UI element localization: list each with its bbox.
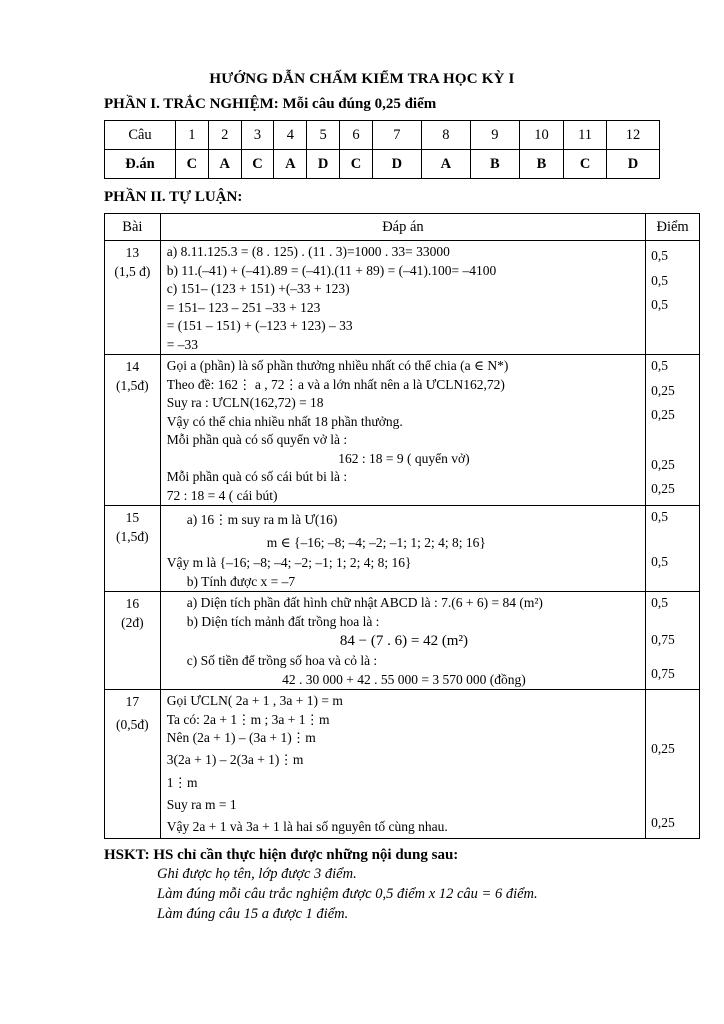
question-cell: 7 — [372, 121, 421, 150]
answer-line: = (151 – 151) + (–123 + 123) – 33 — [166, 318, 353, 333]
answer-cell — [160, 506, 645, 592]
problem-points: (1,5đ) — [116, 529, 149, 544]
answer-line: 84 − (7 . 6) = 42 (m²) — [339, 633, 468, 649]
essay-row-17 — [105, 690, 700, 839]
answer-line: Suy ra m = 1 — [166, 796, 237, 812]
score: 0,75 — [651, 631, 675, 647]
answer-row — [105, 150, 660, 179]
problem-number: 17 — [125, 694, 140, 709]
problem-number: 14 — [125, 359, 140, 374]
answer-cell: C — [564, 150, 607, 179]
score-cell — [646, 690, 700, 839]
essay-row-14 — [105, 355, 700, 506]
multiple-choice-table — [104, 120, 660, 179]
answer-cell: C — [340, 150, 373, 179]
answer-line: Vậy có thể chia nhiều nhất 18 phần thưởng. — [166, 413, 403, 429]
answer-cell: B — [470, 150, 519, 179]
essay-row-13 — [105, 241, 700, 355]
score: 0,25 — [651, 741, 675, 756]
problem-number-cell — [105, 592, 161, 690]
answer-cell — [160, 690, 645, 839]
answer-cell — [160, 592, 645, 690]
essay-row-15 — [105, 506, 700, 592]
answer-line: 42 . 30 000 + 42 . 55 000 = 3 570 000 (đồng) — [282, 671, 526, 687]
answer-line: b) Tính được x = –7 — [186, 573, 296, 589]
page-title: HƯỚNG DẪN CHẤM KIỂM TRA HỌC KỲ I — [209, 71, 515, 87]
problem-points: (1,5đ) — [116, 378, 149, 393]
answer-line: Mỗi phần quà có số quyển vở là : — [166, 432, 348, 447]
question-cell: 5 — [307, 121, 340, 150]
question-cell: 9 — [470, 121, 519, 150]
essay-row-16 — [105, 592, 700, 690]
score-cell — [646, 241, 700, 355]
answer-line: a) Diện tích phần đất hình chữ nhật ABCD là : 7.(6 + 6) = 84 (m²) — [186, 595, 543, 610]
answer-line: m ∈ {–16; –8; –4; –2; –1; 1; 2; 4; 8; 16} — [266, 535, 486, 550]
row-label-question: Câu — [105, 121, 176, 150]
problem-number: 15 — [125, 510, 140, 525]
score: 0,5 — [651, 553, 669, 569]
score: 0,5 — [651, 358, 669, 373]
essay-header-row — [105, 214, 700, 241]
answer-line: Gọi a (phần) là số phần thưởng nhiều nhất có thể chia (a ∈ N*) — [166, 358, 509, 373]
question-cell: 3 — [241, 121, 274, 150]
answer-cell — [160, 241, 645, 355]
problem-number-cell — [105, 506, 161, 592]
answer-cell: D — [607, 150, 660, 179]
score: 0,5 — [651, 272, 669, 288]
score-cell — [646, 592, 700, 690]
problem-points: (2đ) — [121, 615, 144, 630]
answer-line: Ta có: 2a + 1⋮m ; 3a + 1⋮m — [166, 711, 330, 727]
hskt-item: Làm đúng mỗi câu trắc nghiệm được 0,5 điểm x 12 câu = 6 điểm. — [157, 886, 538, 902]
question-row — [105, 121, 660, 150]
score: 0,25 — [651, 382, 675, 398]
hskt-heading: HSKT: HS chỉ cần thực hiện được những nội dung sau: — [104, 847, 459, 863]
question-cell: 10 — [519, 121, 563, 150]
score: 0,5 — [651, 297, 669, 312]
answer-line: b) Diện tích mảnh đất trồng hoa là : — [186, 613, 380, 629]
answer-line: Mỗi phần quà có số cái bút bi là : — [166, 469, 348, 484]
question-cell: 6 — [340, 121, 373, 150]
answer-cell: C — [176, 150, 209, 179]
question-cell: 1 — [176, 121, 209, 150]
score: 0,5 — [651, 248, 669, 263]
problem-points: (1,5 đ) — [114, 264, 151, 279]
problem-number-cell — [105, 241, 161, 355]
score: 0,25 — [651, 456, 675, 472]
answer-line: b) 11.(–41) + (–41).89 = (–41).(11 + 89) = (–41).100= –4100 — [166, 262, 497, 278]
answer-line: Theo đề: 162⋮ a , 72⋮a và a lớn nhất nên a là ƯCLN162,72) — [166, 376, 505, 392]
answer-line: 1⋮m — [166, 774, 198, 790]
answer-line: 162 : 18 = 9 ( quyển vở) — [338, 450, 470, 466]
answer-line: = 151– 123 – 251 –33 + 123 — [166, 299, 321, 315]
question-cell: 4 — [274, 121, 307, 150]
part1-heading: PHẦN I. TRẮC NGHIỆM: Mỗi câu đúng 0,25 điểm — [104, 96, 437, 112]
answer-line: = –33 — [166, 336, 198, 352]
answer-cell: D — [307, 150, 340, 179]
problem-number-cell — [105, 690, 161, 839]
question-cell: 8 — [421, 121, 470, 150]
problem-number: 16 — [125, 596, 140, 611]
answer-cell: A — [208, 150, 241, 179]
score: 0,25 — [651, 407, 675, 422]
score-cell — [646, 506, 700, 592]
answer-cell: A — [421, 150, 470, 179]
problem-points: (0,5đ) — [116, 717, 149, 732]
hskt-section — [104, 847, 458, 864]
answer-line: a) 8.11.125.3 = (8 . 125) . (11 . 3)=1000 . 33= 33000 — [166, 244, 450, 259]
answer-line: 72 : 18 = 4 ( cái bút) — [166, 487, 278, 503]
question-cell: 11 — [564, 121, 607, 150]
score: 0,5 — [651, 595, 669, 610]
answer-line: Vậy m là {–16; –8; –4; –2; –1; 1; 2; 4; 8; 16} — [166, 555, 412, 570]
answer-line: Gọi ƯCLN( 2a + 1 , 3a + 1) = m — [166, 693, 343, 708]
header-bai: Bài — [105, 214, 161, 241]
row-label-answer: Đ.án — [105, 150, 176, 179]
answer-line: Suy ra : ƯCLN(162,72) = 18 — [166, 395, 324, 410]
hskt-item: Ghi được họ tên, lớp được 3 điểm. — [157, 866, 357, 882]
answer-cell: D — [372, 150, 421, 179]
header-diem: Điểm — [646, 214, 700, 241]
answer-line: Vậy 2a + 1 và 3a + 1 là hai số nguyên tố cùng nhau. — [166, 818, 448, 834]
header-dapan: Đáp án — [160, 214, 645, 241]
answer-line: c) Số tiền để trồng số hoa và cỏ là : — [186, 653, 378, 668]
problem-number: 13 — [125, 245, 140, 260]
essay-table — [104, 213, 700, 839]
answer-line: 3(2a + 1) – 2(3a + 1)⋮m — [166, 751, 304, 767]
problem-number-cell — [105, 355, 161, 506]
answer-cell: C — [241, 150, 274, 179]
score: 0,75 — [651, 666, 675, 681]
question-cell: 12 — [607, 121, 660, 150]
score: 0,25 — [651, 481, 675, 496]
hskt-item: Làm đúng câu 15 a được 1 điểm. — [157, 906, 349, 922]
part2-heading: PHẦN II. TỰ LUẬN: — [104, 189, 243, 205]
score: 0,25 — [651, 814, 675, 830]
answer-cell: A — [274, 150, 307, 179]
answer-line: a) 16⋮m suy ra m là Ư(16) — [186, 512, 338, 527]
score-cell — [646, 355, 700, 506]
question-cell: 2 — [208, 121, 241, 150]
answer-line: Nên (2a + 1) – (3a + 1)⋮m — [166, 730, 316, 745]
answer-cell — [160, 355, 645, 506]
answer-line: c) 151– (123 + 151) +(–33 + 123) — [166, 281, 350, 296]
answer-cell: B — [519, 150, 563, 179]
score: 0,5 — [651, 509, 669, 524]
